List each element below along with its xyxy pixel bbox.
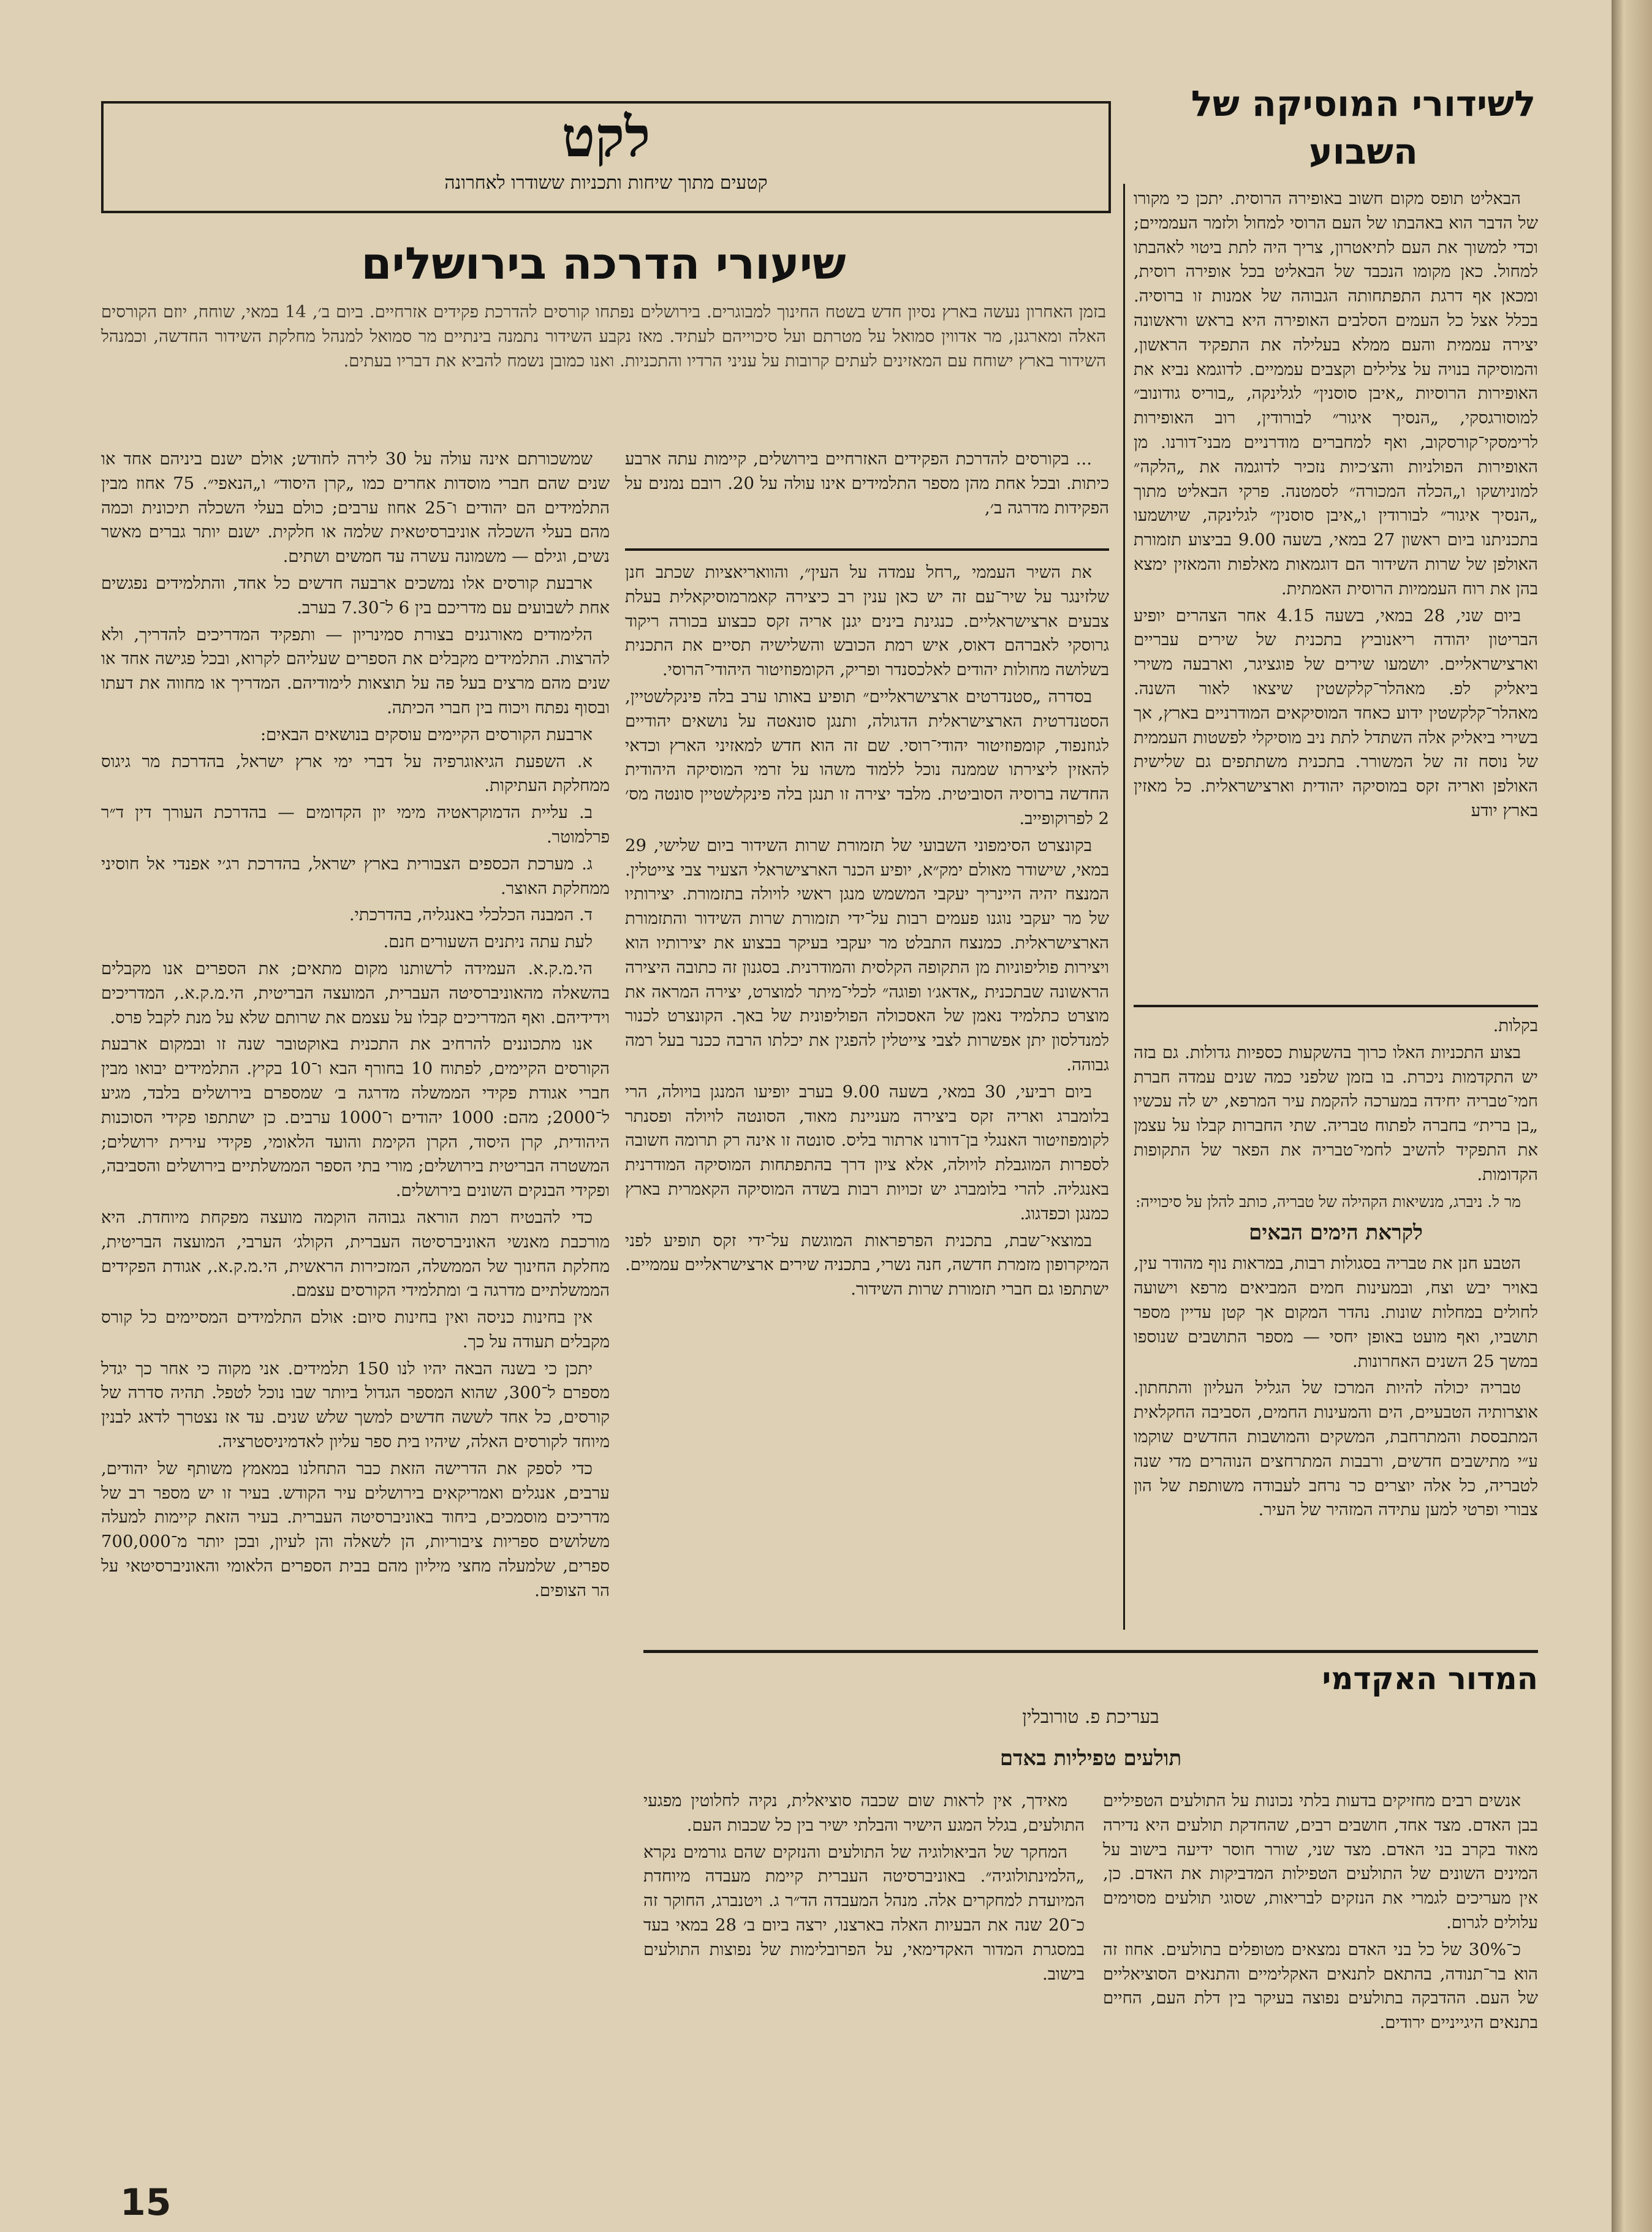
academic-paragraph: אנשים רבים מחזיקים בדעות בלתי נכונות על התולעים הטפיליים בבן האדם. מצד אחד, חושבים רבים, שהחדקת תולעים היא נדירה מאוד בקרב בני האדם. מצד שני, שורר חוסר ידיעה בישוב על המינים השונים של התולעים הטפילות המדביקות את האדם. כן, אין מעריכים לגמרי את הנזקים לבריאות, שסוגי תולעים מסוימים עלולים לגרום. <box>1103 1791 1538 1932</box>
page-number: 15 <box>120 2181 172 2224</box>
music-paragraph: הבאליט תופס מקום חשוב באופירה הרוסית. יתכן כי מקורו של הדבר הוא באהבתו של העם הרוסי למחול ולזמר העממיים; וכדי למשוך את העם לתיאטרון, צריך היה לתת ביטוי לאהבתו למחול. כאן מקומו הנכבד של הבאליט בכל אופירה רוסית, ומכאן אף דרגת התפתחותה הגבוהה של אמנות זו ברוסיה. בכלל אצל כל העמים הסלבים האופירה היא בראש וראשונה יצירה עממית והעם ממלא בעלילה את התפקיד הראשון, והמוסיקה בנויה על צלילים וקצבים עממיים. לדוגמא נביא את האופירות הרוסיות „איבן סוסנין״ לגלינקה, „בוריס גודונוב״ למוסורגסקי, „הנסיך איגור״ לבורודין, רוב האופירות לרימסקי־קורסקוב, ואף למחברים מודרניים מבני־דורנו. מן האופירות הפולניות והצ׳כיות נזכיר לדוגמה את „הלקה״ למוניושקו ו„הכלה המכורה״ לסמטנה. פרקי הבאליט מתוך „הנסיך איגור״ לבורודין ו„איבן סוסנין״ לגלינקה, שיושמעו בתכניתנו ביום ראשון 27 במאי, בשעה 9.00 בביצוע תזמורת האולפן של שרות השידור הם דוגמאות מאלפות והמאזין ימצא בהן את רוח העממיות הרוסית האמתית. <box>1134 189 1538 599</box>
jerusalem-intro-text: בזמן האחרון נעשה בארץ נסיון חדש בשטח החינוך למבוגרים. בירושלים נפתחו קורסים להדרכת פקידים אזרחיים. ביום ב׳, 14 במאי, שוחח, יוזם הקורסים האלה ומארגנן, מר אדווין סמואל על מטרתם ועל סיכוייהם לעתיד. מאז נקבע השידור נתמנה בינתיים מר סמואל למנהל מחלקת השידור החדשה, וכמנהל השידור בארץ ישוחח עם המאזינים לעתים קרובות על עניני הרדיו והתכניות. ואנו כמובן נשמח להביא את דבריו בעתים. <box>101 302 1106 371</box>
jerusalem-paragraph: אנו מתכוננים להרחיב את התכנית באוקטובר שנה זו ובמקום ארבעת הקורסים הקיימים, לפתוח 10 בחורף הבא ו־10 בקיץ. התלמידים יבואו מבין חברי אגודת פקידי הממשלה מדרגה ב׳ שמספרם בירושלים בלבד, מגיע ל־2000; מהם: 1000 יהודים ו־1000 ערבים. כן ישתתפו פקידי הסוכנות היהודית, קרן היסוד, הקרן הקימת והועד הלאומי, פקידי עירית ירושלים; המשטרה הבריטית בירושלים; מורי בתי הספר הממשלתיים בירושלים והסביבה, ופקידי הבנקים השונים בירושלים. <box>101 1034 610 1201</box>
jerusalem-paragraph: הי.מ.ק.א. העמידה לרשותנו מקום מתאים; את הספרים אנו מקבלים בהשאלה מהאוניברסיטה העברית, המועצה הבריטית, הי.מ.ק.א., המדריכים וידידיהם. ואף המדריכים קבלו על עצמם את שרותם שלא על מנת לקבל פרס. <box>101 958 610 1027</box>
academic-paragraph: המחקר של הביאולוגיה של התולעים והנזקים שהם גורמים נקרא „הלמינתולוגיה״. באוניברסיטה העברית קיימת מעבדה מיוחדת המיועדת למחקרים אלה. מנהל המעבדה הד״ר ג. ויטנברג, החוקר זה כ־20 שנה את הבעיות האלה בארצנו, ירצה ביום ב׳ 28 במאי בעד במסגרת המדור האקדימאי, על הפרובלימות של נפוצות התולעים בישוב. <box>643 1842 1085 1984</box>
binding-gutter <box>1612 0 1652 2232</box>
academic-middle-column <box>643 1789 1085 1989</box>
jerusalem-paragraph: ד. המבנה הכלכלי באנגליה, בהדרכתי. <box>349 905 593 925</box>
academic-top-rule <box>643 1650 1538 1653</box>
column-divider <box>1134 1005 1538 1007</box>
music-section-title: לשידורי המוסיקה של השבוע <box>1191 83 1536 172</box>
jerusalem-paragraph: ב. עליית הדמוקראטיה מימי יון הקדומים — בהדרכת העורך דין ד״ר פרלמוטר. <box>101 803 610 847</box>
jerusalem-headline: שיעורי הדרכה בירושלים <box>361 238 846 289</box>
jerusalem-paragraph: אין בחינות כניסה ואין בחינות סיום: אולם התלמידים המסיימים כל קורס מקבלים תעודה על כך. <box>101 1307 610 1352</box>
music-paragraph: ביום שני, 28 במאי, בשעה 4.15 אחר הצהרים יופיע הבריטון יהודה ריאנוביץ בתכנית של שירים עבריים וארצישראליים. יושמעו שירים של פוגציגר, וארבעה משירי ביאליק לפ. מאהלר־קלקשטין שיצאו לאור השנה. מאהלר־קלקשטין ידוע כאחד המוסיקאים המודרניים בארץ, אך בשירי ביאליק אלה השתדל לתת ניב מוסיקלי לפשטות העממית של נוסח זה של המשורר. בתכנית משתתפים גם שלישית האולפן ואריה זקס במוסיקה יהודית וארצישראלית. כל מאזין בארץ יודע <box>1134 605 1538 820</box>
jerusalem-left-column <box>101 447 610 1606</box>
academic-editor: בעריכת פ. טורובלין <box>1022 1706 1159 1728</box>
music-paragraph: במוצאי־שבת, בתכנית הפרפראות המוגשת על־ידי זקס תופיע לפני המיקרופון מזמרת חדשה, חנה נשרי, בתכניה שירים ארצישראליים עממיים. ישתתפו גם חברי תזמורת שרות השידור. <box>624 1230 1109 1299</box>
tiberias-paragraph: טבריה יכולה להיות המרכז של הגליל העליון והתחתון. אוצרותיה הטבעיים, הים והמעינות החמים, הסביבה החקלאית המתבססת והמתרחבת, המשקים והמושבות החדשים שוקמו ע״י מתישבים חדשים, ורבבות המתרחצים הנוהרים מדי שנה לטבריה, כל אלה יוצרים כר נרחב לעבודה משותפת של הון צבורי ופרטי למען עתידה המזהיר של העיר. <box>1134 1378 1538 1520</box>
music-continued-column <box>625 561 1109 1304</box>
jerusalem-paragraph: כדי להבטיח רמת הוראה גבוהה הוקמה מועצה מפקחת מיוחדת. היא מורכבת מאנשי האוניברסיטה העברית, הקולג׳ הערבי, המועצה הבריטית, מחלקת החינוך של הממשלה, המזכירות הראשית, הי.מ.ק.א., אגודת הפקידים הממשלתיים מדרגה ב׳ ומתלמידי הקורסים עצמם. <box>101 1207 610 1301</box>
leket-title: לקט <box>561 105 651 170</box>
tiberias-subtitle: לקראת הימים הבאים <box>1249 1220 1423 1246</box>
music-paragraph: את השיר העממי „רחל עמדה על העין״, והוואריאציות שכתב חנן שלזינגר על שיר־עם זה יש כאן ענין רב כיצירה קאמרמוסיקאלית בעלת צבעים ארצישראליים. כנגינת בינים יגנן אריה זקס כבצוע בכורה ריקוד גרוסקי לאברהם דאוס, איש רמת הכובש והשלישיה תסיים את התכנית בשלושה מחולות יהודים לאלכסנדר ופריק, הקומפוזיטור היהודי־הרוסי. <box>625 562 1109 680</box>
academic-paragraph: מאידך, אין לראות שום שכבה סוציאלית, נקיה לחלוטין מפגעי התולעים, בגלל המגע הישיר והבלתי ישיר בין כל שכבות העם. <box>643 1791 1085 1835</box>
academic-title: המדור האקדמי <box>1322 1661 1538 1697</box>
music-paragraph: בקונצרט הסימפוני השבועי של תזמורת שרות השידור ביום שלישי, 29 במאי, שישודר מאולם ימק״א, יופיע הכנר הארצישראלי הצעיר צבי צייטלין. המנצח יהיה היינריך יעקבי המשמש מנגן ראשי לויולה בתזמורת. יצירותיו של מר יעקבי נוגנו פעמים רבות על־ידי תזמורת שרות השידור והתזמורת הארצישראלית. כמנצח התבלט מר יעקבי בעיקר בבצוע את יצירותיו הוא ויצירות פוליפוניות מן התקופה הקלסית והמודרנית. בסגנון זה כתובה היצירה הראשונה שבתכנית „אדאג׳ו ופוגה״ לכלי־מיתר למוצרט, יצירה המראה את מוצרט כתלמיד נאמן של האסכולה הפוליפונית של באך. הקונצרט לכנור למנדלסון יתן אפשרות לצבי צייטלין להפגין את יכלתו הרבה ככנר בעל רמה גבוהה. <box>625 835 1109 1075</box>
tiberias-column <box>1134 1014 1538 1525</box>
jerusalem-paragraph: א. השפעת הגיאוגרפיה על דברי ימי ארץ ישראל, בהדרכת מר גיגוס ממחלקת העתיקות. <box>101 751 610 796</box>
music-paragraph: בסדרה „סטנדרטים ארצישראליים״ תופיע באותו ערב בלה פינקלשטיין, הסטנדרטית הארצישראלית הדגולה, ותנגן סונאטה על נושאים יהודיים לגוזנפוד, קומפוזיטור יהודי־רוסי. שם זה הוא חדש למאזיני הארץ וכדאי להאזין ליצירתו שממנה נוכל ללמוד משהו על זרמי המוסיקה היהודית החדשה ברוסיה הסוביטית. מלבד יצירה זו תנגן בלה פינקלשטיין סונטה מס׳ 2 לפרוקופייב. <box>625 686 1109 828</box>
tiberias-paragraph: בצוע התכניות האלו כרוך בהשקעות כספיות גדולות. גם בזה יש התקדמות ניכרת. בו בזמן שלפני כמה שנים עמדה חברת חמי־טבריה יחידה במערכה להקמת עיר המרפא, יש לה עכשיו „בן ברית״ בחברה לפתוח טבריה. שתי החברות קבלו על עצמן את התפקיד להשיב לחמי־טבריה את הפאר של התקופות הקדומות. <box>1134 1042 1538 1184</box>
leket-subtitle: קטעים מתוך שיחות ותכניות ששודרו לאחרונה <box>444 172 768 194</box>
column-rule-vertical <box>1123 184 1125 1630</box>
jerusalem-paragraph: שמשכורתם אינה עולה על 30 לירה לחודש; אולם ישנם ביניהם אחד או שנים שהם חברי מוסדות אחרים כמו „קרן היסוד״ ו„הנאפי״. 75 אחוז מבין התלמידים הם יהודים ו־25 אחוז ערבים; כולם בעלי השכלה תיכונית וכמה מהם בעלי השכלה אוניברסיטאית שלמה או חלקית. ישנם יותר גברים מאשר נשים, וגילם — משמונה עשרה עד חמשים ושתים. <box>101 449 610 567</box>
tiberias-attribution: מר ל. ניברג, מנשיאות הקהילה של טבריה, כותב להלן על סיכוייה: <box>1135 1192 1521 1211</box>
jerusalem-paragraph: ג. מערכת הכספים הצבורית בארץ ישראל, בהדרכת רג׳י אפנדי אל חוסיני ממחלקת האוצר. <box>101 853 610 898</box>
music-paragraph: ביום רביעי, 30 במאי, בשעה 9.00 בערב יופיעו המנגן בויולה, הרי בלומברג ואריה זקס ביצירה מעניינת מאוד, הסונטה לויולה ופסנתר לקומפוזיטור האנגלי בן־דורנו ארתור בליס. סונטה זו אינה רק תרומה חשובה לספרות המוגבלת לויולה, אלא ציון דרך בהתפתחות המוסיקה המודרנית באנגליה. להרי בלומברג יש זכויות רבות בשדה המוסיקה הקאמרית בארץ כמנגן וכפדגוג. <box>625 1081 1109 1224</box>
music-column <box>1134 187 1538 826</box>
jerusalem-paragraph: כדי לספק את הדרישה הזאת כבר התחלנו במאמץ משותף של יהודים, ערבים, אנגלים ואמריקאים בירושלים עיר הקודש. בעיר זו יש מספר רב של מדריכים מוסמכים, ביחוד באוניברסיטה העברית. בעיר הזאת קיימות למעלה משלושים ספריות ציבוריות, הן לשאלה והן לעיון, ובכן יותר מ־700,000 ספרים, שלמעלה מחצי מיליון מהם בבית הספרים הלאומי והאוניברסיטאי על הר הצופים. <box>101 1458 610 1600</box>
academic-subtitle: תולעים טפיליות באדם <box>999 1746 1182 1771</box>
academic-right-column <box>1103 1789 1538 2038</box>
jerusalem-paragraph: לעת עתה ניתנים השעורים חנם. <box>383 932 593 952</box>
tiberias-continuation: בקלות. <box>1493 1016 1538 1035</box>
jerusalem-intro <box>101 300 1106 376</box>
academic-paragraph: כ־30% של כל בני האדם נמצאים מטופלים בתולעים. אחוז זה הוא בר־תנודה, בהתאם לתנאים האקלימיים והתנאים הסוציאליים של העם. ההדבקה בתולעים נפוצה בעיקר בין דלת העם, החיים בתנאים היגייניים ירודים. <box>1103 1939 1538 2033</box>
jerusalem-paragraph: ארבעת קורסים אלו נמשכים ארבעה חדשים כל אחד, והתלמידים נפגשים אחת לשבועים עם מדריכם בין 6 ל־7.30 בערב. <box>101 573 610 618</box>
jerusalem-paragraph: הלימודים מאורגנים בצורת סמינריון — ותפקיד המדריכים להדריך, ולא להרצות. התלמידים מקבלים את הספרים שעליהם לקרוא, ובכל פגישה אחד או שנים מהם מרצים בעל פה על תוצאות לימודיהם. המדריך או מחווה את דעתו ובסוף נפתח ויכוח בין חברי הכיתה. <box>101 624 610 717</box>
leket-banner <box>101 101 1111 213</box>
section-divider <box>625 548 1109 551</box>
tiberias-paragraph: הטבע חנן את טבריה בסגולות רבות, במראות נוף מהודר עין, באויר יבש וצח, ובמעינות חמים המביאים מרפא וישועה לחולים במחלות שונות. נהדר המקום אך קטן עדיין מספר תושביו, ואף מועט באופן יחסי — מספר התושבים שנוספו במשך 25 השנים האחרונות. <box>1134 1254 1538 1371</box>
jerusalem-middle-column <box>625 447 1109 523</box>
jerusalem-paragraph: יתכן כי בשנה הבאה יהיו לנו 150 תלמידים. אני מקוה כי אחר כך יגדל מספרם ל־300, שהוא המספר הגדול ביותר שבו נוכל לטפל. תהיה סדרה של קורסים, כל אחד לששה חדשים למשך שלש שנים. עד אז נצטרך לדאג לבנין מיוחד לקורסים האלה, שיהיו בית ספר עליון לאדמיניסטרציה. <box>101 1358 610 1452</box>
jerusalem-paragraph: ארבעת הקורסים הקיימים עוסקים בנושאים הבאים: <box>260 724 593 744</box>
jerusalem-paragraph: ... בקורסים להדרכת הפקידים האזרחיים בירושלים, קיימות עתה ארבע כיתות. ובכל אחת מהן מספר התלמידים אינו עולה על 20. רובם נמנים על הפקידות מדרגה ב׳, <box>625 449 1109 518</box>
